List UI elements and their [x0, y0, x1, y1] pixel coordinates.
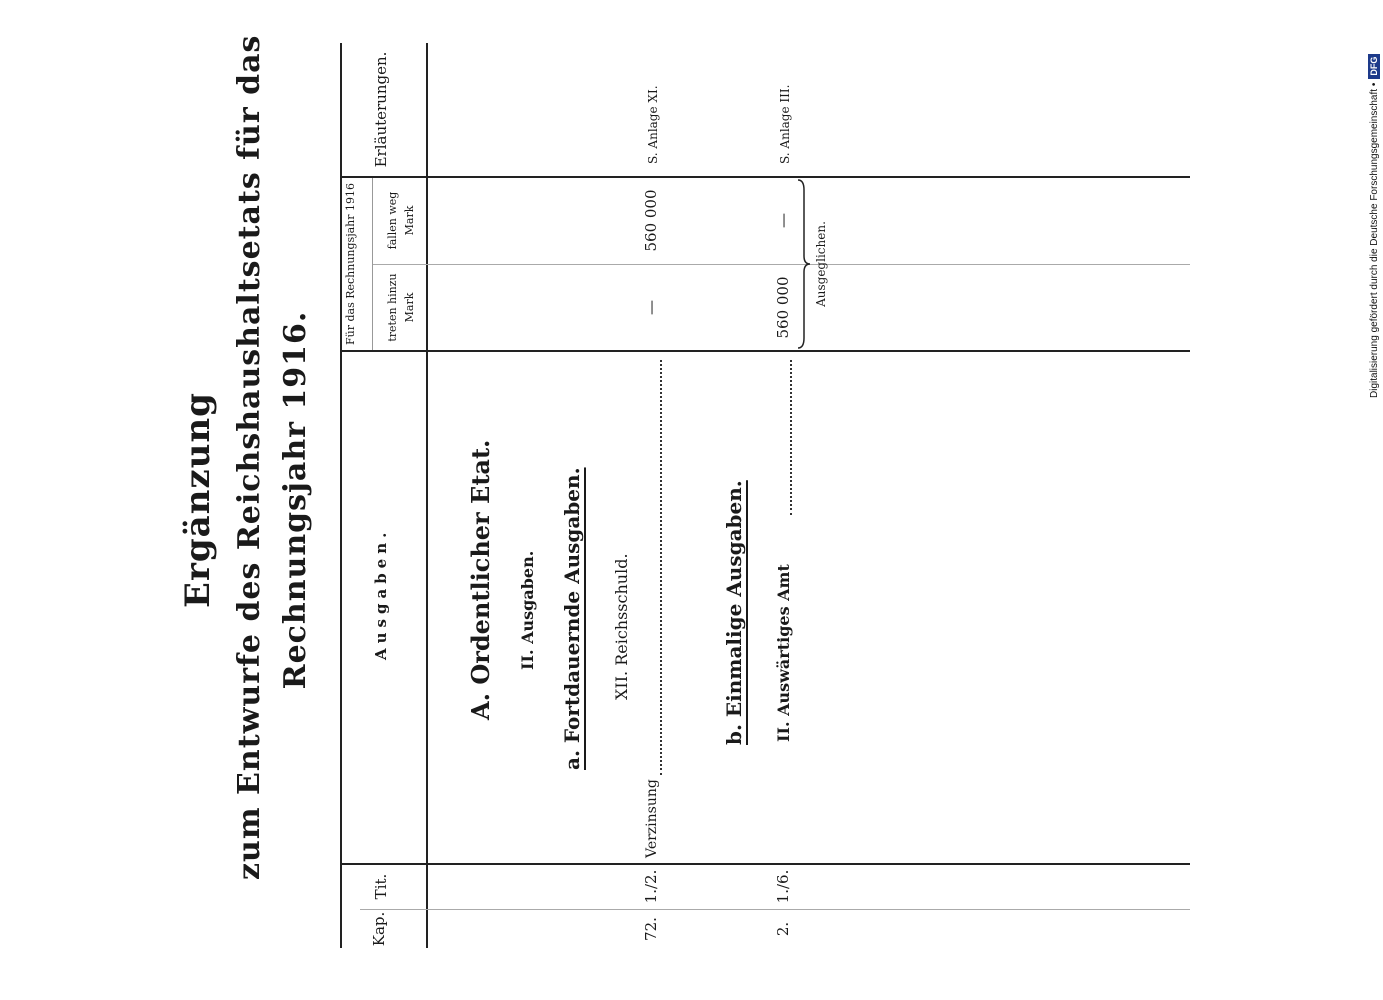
funding-note-text: Digitalisierung gefördert durch die Deutsche Forschungsgemeinschaft • — [1368, 82, 1380, 398]
section-ii-ausgaben: II. Ausgaben. — [518, 550, 537, 670]
col-divider-amount-notes — [340, 176, 1190, 178]
row2-kap: 2. — [774, 921, 792, 937]
row1-hinzu: — — [642, 300, 660, 315]
row1-note: S. Anlage XI. — [646, 85, 660, 164]
table-top-rule — [340, 43, 342, 948]
section-ordentlicher-etat: A. Ordentlicher Etat. — [466, 439, 495, 720]
amount-group-rule — [372, 178, 373, 350]
header-fallen-weg: fallen weg — [386, 191, 399, 250]
row1-label: Verzinsung — [644, 779, 660, 858]
document-subtitle-year: Rechnungsjahr 1916. — [278, 310, 313, 690]
row2-label-auswaertiges-amt: II. Auswärtiges Amt — [774, 564, 793, 742]
dfg-logo: DFG — [1368, 54, 1380, 79]
row2-note: S. Anlage III. — [778, 84, 792, 164]
header-ausgaben: Ausgaben. — [372, 527, 390, 660]
row2-leader-dots — [790, 360, 792, 515]
section-xii-reichsschuld: XII. Reichsschuld. — [612, 553, 631, 700]
document-title: Ergänzung — [178, 392, 218, 608]
header-bottom-rule — [426, 43, 428, 948]
row2-tit: 1./6. — [774, 869, 792, 904]
header-treten-hinzu: treten hinzu — [386, 273, 399, 342]
col-divider-ausgaben-amount — [340, 350, 1190, 352]
header-mark-hinzu: Mark — [403, 292, 416, 323]
section-fortdauernde-ausgaben: a. Fortdauernde Ausgaben. — [560, 467, 584, 770]
header-tit: Tit. — [372, 873, 390, 900]
col-divider-kap-ausgaben — [340, 863, 1190, 865]
row1-leader-dots — [660, 360, 662, 775]
row1-weg: 560 000 — [642, 189, 660, 252]
header-mark-weg: Mark — [403, 205, 416, 236]
row2-hinzu: 560 000 — [774, 276, 792, 339]
row1-kap: 72. — [642, 917, 660, 941]
section-einmalige-ausgaben: b. Einmalige Ausgaben. — [722, 480, 746, 745]
document-subtitle: zum Entwurfe des Reichshaushaltsetats für das — [232, 34, 267, 880]
header-rechnungsjahr: Für das Rechnungsjahr 1916 — [344, 183, 357, 345]
balance-brace — [796, 178, 812, 350]
header-kap: Kap. — [370, 911, 388, 947]
brace-note: Ausgeglichen. — [814, 221, 828, 307]
row1-tit: 1./2. — [642, 869, 660, 904]
header-erlaeuterungen: Erläuterungen. — [372, 51, 390, 168]
row2-weg: — — [774, 213, 792, 228]
funding-note — [1366, 8, 1382, 398]
